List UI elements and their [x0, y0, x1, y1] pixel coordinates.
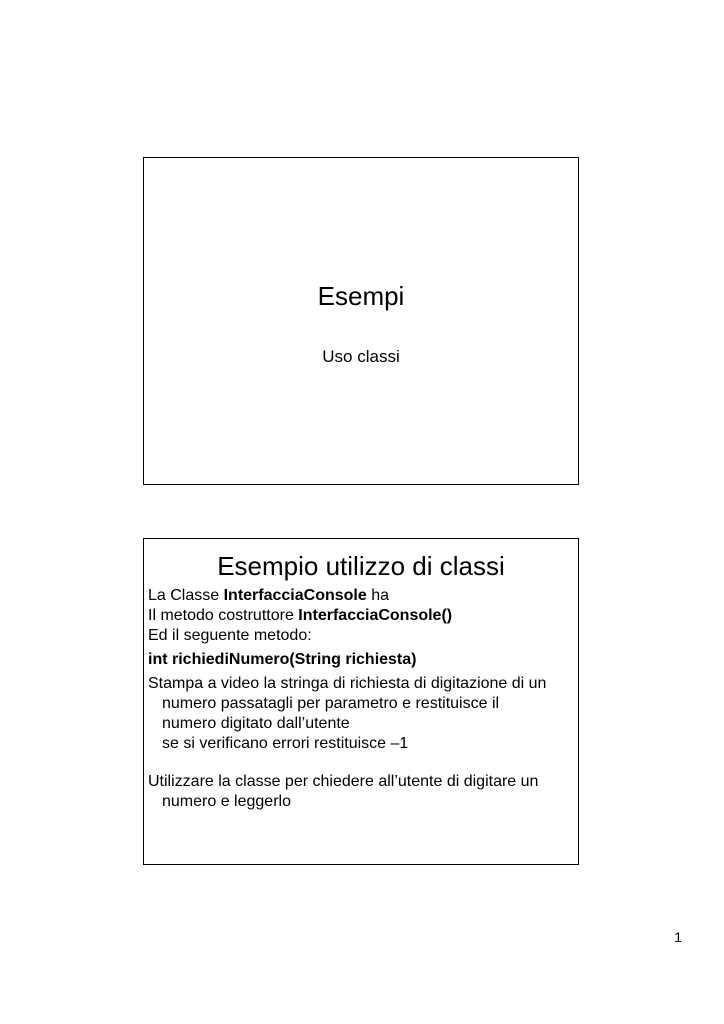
constructor-name: InterfacciaConsole(): [298, 607, 453, 624]
class-line: [148, 586, 574, 606]
method-signature: int richiediNumero(String richiesta): [148, 651, 417, 668]
constructor-line: [148, 606, 574, 626]
page-number: 1: [674, 929, 682, 945]
method-intro-line: Ed il seguente metodo:: [148, 627, 312, 644]
slide-1-subtitle: Uso classi: [322, 347, 400, 366]
constructor-line-prefix: Il metodo costruttore: [148, 607, 299, 624]
method-description: [148, 674, 574, 754]
slide-2-title: Esempio utilizzo di classi: [217, 551, 505, 581]
slide-2: [143, 538, 579, 865]
class-name: InterfacciaConsole: [223, 587, 367, 604]
description-line: Stampa a video la stringa di richiesta di digitazione di un: [148, 675, 547, 692]
description-line: numero passatagli per parametro e restituisce il: [162, 695, 500, 712]
task-line: Utilizzare la classe per chiedere all’utente di digitare un: [148, 773, 539, 790]
task-line: numero e leggerlo: [162, 793, 291, 810]
slide-1-title: Esempi: [317, 281, 405, 311]
description-line: se si verificano errori restituisce –1: [162, 735, 409, 752]
description-line: numero digitato dall’utente: [162, 715, 350, 732]
class-line-suffix: ha: [366, 587, 389, 604]
class-line-prefix: La Classe: [148, 587, 224, 604]
task-description: [148, 772, 574, 812]
slide-1: [143, 157, 579, 485]
slide-2-body: [148, 586, 574, 812]
